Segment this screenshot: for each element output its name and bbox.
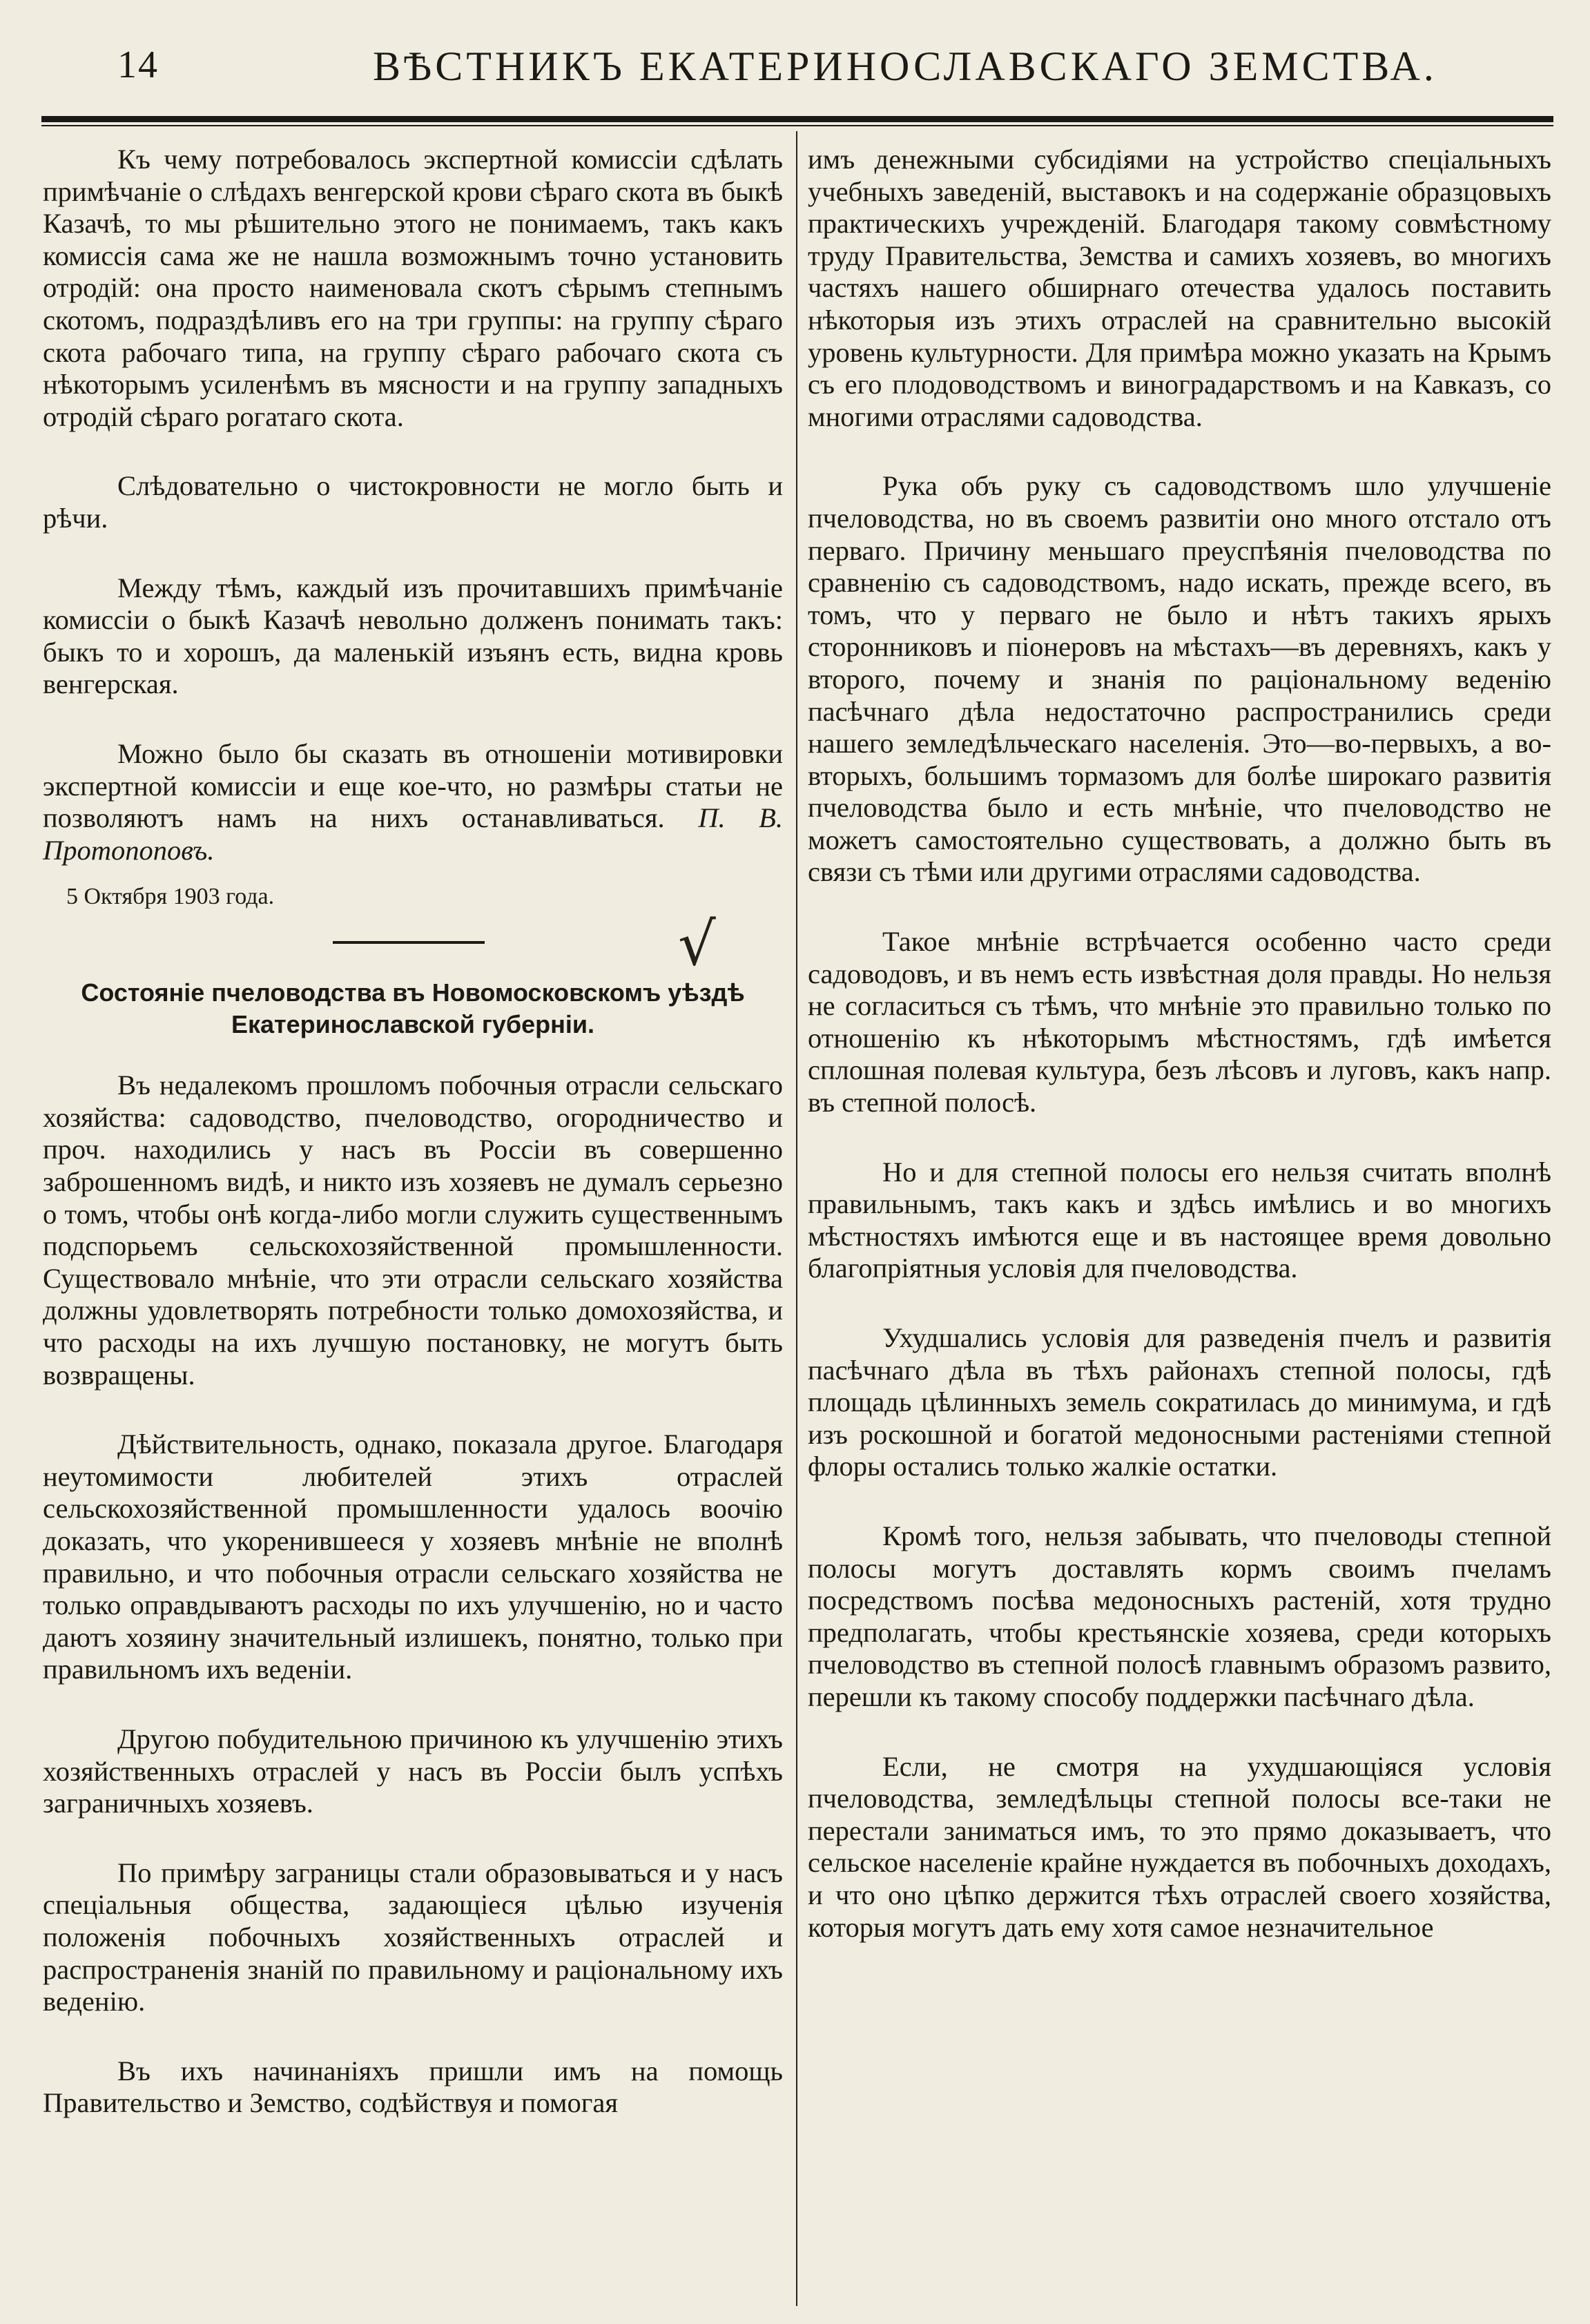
header-rule-thick (41, 116, 1553, 122)
right-column (808, 144, 1551, 1981)
paragraph: Дѣйствительность, однако, показала другое. Благодаря неутомимости любителей этихъ отраслей сельскохозяйственной промышленности удалось воочію доказать, что укоренившееся у хозяевъ мнѣніе не вполнѣ правильно, и что побочныя отрасли сельскаго хозяйства не только оправдываютъ расходы по ихъ улучшенію, но и часто даютъ хозяину значительный излишекъ, понятно, только при правильномъ ихъ веденіи. (43, 1429, 783, 1685)
article-heading: Состояніе пчеловодства въ Новомосковскомъ уѣздѣ Екатеринославской губерніи. (81, 978, 745, 1039)
left-column (43, 144, 783, 2157)
header-rule-thin (41, 125, 1553, 126)
paragraph: Кромѣ того, нельзя забывать, что пчеловоды степной полосы могутъ доставлять кормъ своимъ пчеламъ посредствомъ посѣва медоносныхъ растеній, хотя трудно предполагать, чтобы крестьянскіе хозяева, среди которыхъ пчеловодство въ степной полосѣ главнымъ образомъ развито, перешли къ такому способу поддержки пасѣчнаго дѣла. (808, 1520, 1551, 1712)
paragraph: Но и для степной полосы его нельзя считать вполнѣ правильнымъ, такъ какъ и здѣсь имѣлись и во многихъ мѣстностяхъ имѣются еще и въ настоящее время довольно благопріятныя условія для пчеловодства. (808, 1156, 1551, 1284)
paragraph: Въ ихъ начинаніяхъ пришли имъ на помощь Правительство и Земство, содѣйствуя и помогая (43, 2055, 783, 2119)
paragraph: Рука объ руку съ садоводствомъ шло улучшеніе пчеловодства, но въ своемъ развитіи оно много отстало отъ перваго. Причину меньшаго преуспѣянія пчеловодства по сравненію съ садоводствомъ, надо искать, прежде всего, въ томъ, что у перваго не было и нѣтъ такихъ ярыхъ сторонниковъ и піонеровъ на мѣстахъ—въ деревняхъ, какъ у второго, почему и знанія по раціональному веденію пасѣчнаго дѣла недостаточно распространились среди нашего земледѣльческаго населенія. Это—во-первыхъ, а во-вторыхъ, большимъ тормазомъ для болѣе широкаго развитія пчеловодства было и есть мнѣніе, что пчеловодство не можетъ самостоятельно существовать, а должно быть въ связи съ тѣми или другими отраслями садоводства. (808, 470, 1551, 888)
paragraph: Другою побудительною причиною къ улучшенію этихъ хозяйственныхъ отраслей у насъ въ Россіи былъ успѣхъ заграничныхъ хозяевъ. (43, 1723, 783, 1819)
paragraph: Между тѣмъ, каждый изъ прочитавшихъ примѣчаніе комиссіи о быкѣ Казачѣ невольно долженъ понимать такъ: быкъ то и хорошъ, да маленькій изъянъ есть, видна кровь венгерская. (43, 572, 783, 700)
page-number: 14 (117, 43, 159, 86)
paragraph: По примѣру заграницы стали образовываться и у насъ спеціальныя общества, задающіеся цѣлью изученія положенія побочныхъ хозяйственныхъ отраслей и распространенія знаній по правильному и раціональному ихъ веденію. (43, 1857, 783, 2017)
separator-line (333, 941, 485, 944)
paragraph: Ухудшались условія для разведенія пчелъ и развитія пасѣчнаго дѣла въ тѣхъ районахъ степной полосы, гдѣ площадь цѣлинныхъ земель сократилась до минимума, и гдѣ изъ роскошной и богатой медоносными растеніями степной флоры остались только жалкіе остатки. (808, 1322, 1551, 1482)
paragraph: имъ денежными субсидіями на устройство спеціальныхъ учебныхъ заведеній, выставокъ и на содержаніе образцовыхъ практическихъ учрежденій. Благодаря такому совмѣстному труду Правительства, Земства и самихъ хозяевъ, во многихъ частяхъ нашего обширнаго отечества удалось поставить нѣкоторыя изъ этихъ отраслей на сравнительно высокій уровень культурности. Для примѣра можно указать на Крымъ съ его плодоводствомъ и виноградарствомъ и на Кавказъ, со многими отраслями садоводства. (808, 144, 1551, 432)
closing-text: Можно было бы сказать въ отношеніи мотивировки экспертной комиссіи и еще кое-что, но размѣры статьи не позволяютъ намъ на нихъ останавливаться. (43, 737, 783, 834)
paragraph: Если, не смотря на ухудшающіяся условія пчеловодства, земледѣльцы степной полосы все-таки не перестали заниматься имъ, то это прямо доказываетъ, что сельское населеніе крайне нуждается въ побочныхъ доходахъ, и что оно цѣпко держится тѣхъ отраслей своего хозяйства, которыя могутъ дать ему хотя самое незначительное (808, 1750, 1551, 1943)
dateline: 5 Октября 1903 года. (66, 884, 275, 910)
section-separator (43, 910, 783, 980)
journal-title: ВѢСТНИКЪ ЕКАТЕРИНОСЛАВСКАГО ЗЕМСТВА. (373, 43, 1437, 89)
paragraph: Слѣдовательно о чистокровности не могло быть и рѣчи. (43, 470, 783, 534)
column-divider (796, 131, 797, 2306)
closing-paragraph (43, 738, 783, 866)
paragraph: Къ чему потребовалось экспертной комиссіи сдѣлать примѣчаніе о слѣдахъ венгерской крови сѣраго скота въ быкѣ Казачѣ, то мы рѣшительно этого не понимаемъ, такъ какъ комиссія сама же не нашла возможнымъ точно установить отродій: она просто наименовала скотъ сѣрымъ степнымъ скотомъ, подраздѣливъ его на три группы: на группу сѣраго скота рабочаго типа, на группу сѣраго рабочаго скота съ нѣкоторымъ усиленѣмъ въ мясности и на группу западныхъ отродій сѣраго рогатаго скота. (43, 144, 783, 432)
paragraph: Такое мнѣніе встрѣчается особенно часто среди садоводовъ, и въ немъ есть извѣстная доля правды. Но нельзя не согласиться съ тѣмъ, что мнѣніе это правильно только по отношенію къ нѣкоторымъ мѣстностямъ, гдѣ имѣется сплошная полевая культура, безъ лѣсовъ и луговъ, какъ напр. въ степной полосѣ. (808, 926, 1551, 1119)
page-header (41, 43, 1553, 105)
paragraph: Въ недалекомъ прошломъ побочныя отрасли сельскаго хозяйства: садоводство, пчеловодство, огородничество и проч. находились у насъ въ Россіи въ совершенно заброшенномъ видѣ, и никто изъ хозяевъ не думалъ серьезно о томъ, чтобы онѣ когда-либо могли служить существеннымъ подспорьемъ сельскохозяйственной промышленности. Существовало мнѣніе, что эти отрасли сельскаго хозяйства должны удовлетворять потребности только домохозяйства, и что расходы на ихъ лучшую постановку, не могутъ быть возвращены. (43, 1069, 783, 1391)
author-signature: П. В. Протопоповъ. (43, 802, 783, 866)
checkmark-icon: √ (678, 910, 716, 980)
